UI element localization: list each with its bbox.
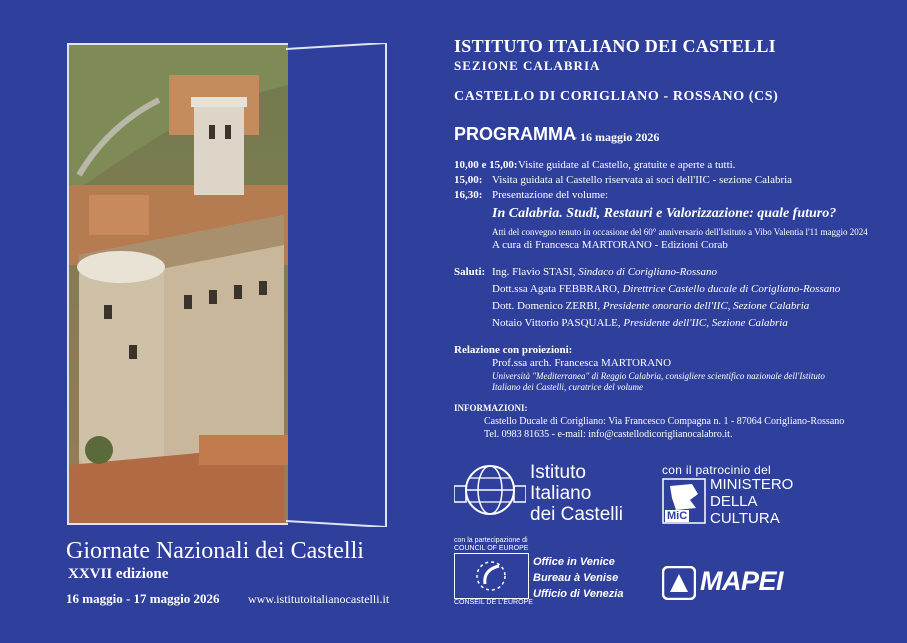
programma-date: - 16 maggio 2026 bbox=[573, 130, 660, 144]
programma-label: PROGRAMMA bbox=[454, 124, 576, 144]
info-address: Castello Ducale di Corigliano: Via Francesco Compagna n. 1 - 87064 Corigliano-Rossano bbox=[484, 416, 845, 427]
coe-office-line: Office in Venice bbox=[533, 556, 615, 568]
saluti-person bbox=[492, 266, 717, 278]
saluti-person bbox=[492, 283, 840, 295]
schedule-text: Visita guidata al Castello riservata ai soci dell'IIC - sezione Calabria bbox=[492, 174, 793, 186]
person-name: Notaio Vittorio PASQUALE, bbox=[492, 317, 621, 329]
saluti-person bbox=[492, 300, 809, 312]
coe-logo-icon bbox=[454, 553, 529, 599]
person-role: Direttrice Castello ducale di Corigliano-Rossano bbox=[622, 283, 841, 295]
iic-line: Italiano bbox=[530, 483, 592, 504]
person-role: Presidente dell'IIC, Sezione Calabria bbox=[623, 317, 788, 329]
org-section: SEZIONE CALABRIA bbox=[454, 58, 601, 73]
saluti-person bbox=[492, 317, 788, 329]
ministero-line: DELLA bbox=[710, 493, 758, 510]
coe-header bbox=[454, 537, 528, 553]
website-link[interactable]: www.istitutoitalianocastelli.it bbox=[248, 592, 390, 606]
ministero-line: CULTURA bbox=[710, 510, 780, 527]
ministero-text bbox=[710, 476, 793, 527]
person-role: Presidente onorario dell'IIC, Sezione Calabria bbox=[602, 300, 810, 312]
coe-line: con la partecipazione di bbox=[454, 537, 528, 544]
person-role: Sindaco di Corigliano-Rossano bbox=[578, 266, 717, 278]
coe-office-line: Bureau à Venise bbox=[533, 572, 619, 584]
coe-office-line: Ufficio di Venezia bbox=[533, 588, 624, 600]
iic-logo-text bbox=[530, 462, 623, 525]
person-name: Dott. Domenico ZERBI, bbox=[492, 300, 601, 312]
relazione-affiliation: Italiano dei Castelli, curatrice del volume bbox=[492, 382, 643, 392]
event-title: Giornate Nazionali dei Castelli bbox=[66, 538, 364, 564]
event-dates: 16 maggio - 17 maggio 2026 bbox=[66, 591, 220, 606]
info-label: INFORMAZIONI: bbox=[454, 403, 528, 413]
mapei-logo-text: MAPEI bbox=[700, 566, 784, 596]
event-edition: XXVII edizione bbox=[68, 566, 169, 582]
coe-footer: CONSEIL DE L'EUROPE bbox=[454, 599, 533, 606]
saluti-label: Saluti: bbox=[454, 266, 486, 278]
relazione-label: Relazione con proiezioni: bbox=[454, 344, 573, 356]
iic-line: dei Castelli bbox=[530, 504, 623, 525]
schedule-time: 16,30: bbox=[454, 189, 483, 201]
relazione-affiliation: Università "Mediterranea" di Reggio Calabria, consigliere scientifico nazionale dell'Istituto bbox=[492, 371, 825, 381]
mic-label: MiC bbox=[667, 510, 688, 522]
schedule-time: 10,00 e 15,00: bbox=[454, 159, 518, 171]
info-contact: Tel. 0983 81635 - e-mail: info@castellodicoriglianocalabro.it. bbox=[484, 429, 733, 440]
patrocinio-text: con il patrocinio del bbox=[662, 463, 772, 477]
book-curator: A cura di Francesca MARTORANO - Edizioni Corab bbox=[492, 239, 728, 251]
coe-line: COUNCIL OF EUROPE bbox=[454, 545, 529, 552]
mapei-logo-icon bbox=[662, 566, 696, 600]
schedule-text: Visite guidate al Castello, gratuite e aperte a tutti. bbox=[518, 159, 736, 171]
iic-line: Istituto bbox=[530, 462, 586, 483]
ministero-line: MINISTERO bbox=[710, 476, 794, 493]
venue-title: CASTELLO DI CORIGLIANO - ROSSANO (CS) bbox=[454, 89, 779, 104]
coe-office bbox=[533, 554, 623, 602]
person-name: Dott.ssa Agata FEBBRARO, bbox=[492, 283, 620, 295]
schedule-time: 15,00: bbox=[454, 174, 483, 186]
schedule-text: Presentazione del volume: bbox=[492, 189, 609, 201]
org-title: ISTITUTO ITALIANO DEI CASTELLI bbox=[454, 36, 776, 56]
book-note: Atti del convegno tenuto in occasione del 60° anniversario dell'Istituto a Vibo Valentia l'11 maggio 2024 bbox=[492, 227, 868, 237]
person-name: Ing. Flavio STASI, bbox=[492, 266, 576, 278]
relazione-speaker: Prof.ssa arch. Francesca MARTORANO bbox=[492, 357, 672, 369]
globe-logo-icon bbox=[454, 462, 526, 518]
book-title: In Calabria. Studi, Restauri e Valorizzazione: quale futuro? bbox=[492, 206, 837, 221]
photo-fold-edge bbox=[286, 43, 387, 527]
